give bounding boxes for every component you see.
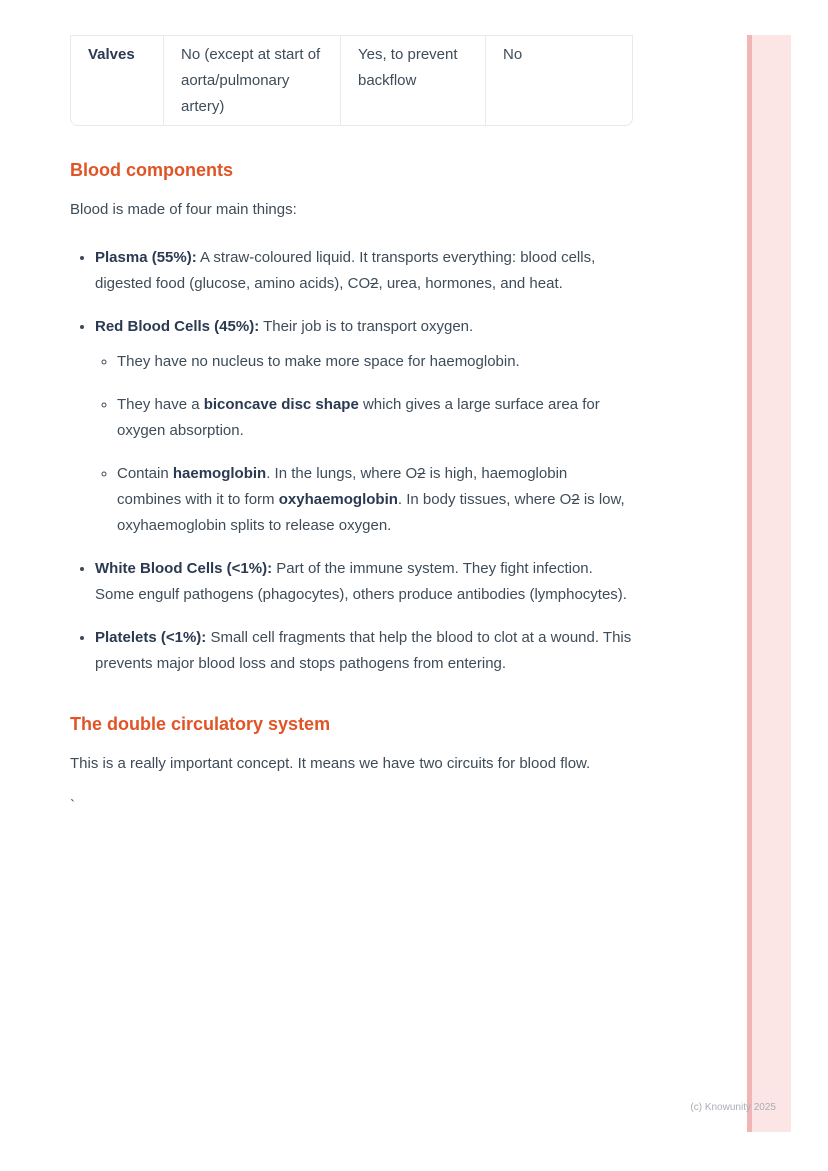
table-cell-veins: Yes, to prevent backflow [341,36,486,126]
table-cell-capillaries: No [503,46,523,63]
blood-components-list [70,245,634,677]
table-row-label: Valves [88,46,135,63]
vessel-comparison-table-fragment [70,35,633,126]
red-blood-cells-text: Red Blood Cells (45%): Their job is to transport oxygen. [95,318,474,335]
heading-double-circulatory-system: The double circulatory system [70,714,331,734]
red-blood-cells-sublist [95,349,634,539]
decorative-page-stripe [747,35,791,1132]
blood-components-intro: Blood is made of four main things: [70,201,297,218]
double-circulatory-intro: This is a really important concept. It means we have two circuits for blood flow. [70,755,591,772]
list-item-platelets: • Platelets (<1%): Small cell fragments that help the blood to clot at a wound. This prevents major blood loss and stops pathogens from entering. [95,625,634,677]
sublist-item-haemoglobin: ◦ Contain haemoglobin. In the lungs, where O2 is high, haemoglobin combines with it to form oxyhaemoglobin. In body tissues, where O2 is low, oxyhaemoglobin splits to release oxygen. [117,461,634,539]
list-item-plasma: • Plasma (55%): A straw-coloured liquid. It transports everything: blood cells, digested food (glucose, amino acids), CO2, urea, hormones, and heat. [95,245,634,297]
sublist-item-no-nucleus: ◦ They have no nucleus to make more space for haemoglobin. [117,349,634,375]
list-item-red-blood-cells [95,314,634,539]
table-row-label-cell [71,36,164,126]
list-item-white-blood-cells: • White Blood Cells (<1%): Part of the immune system. They fight infection. Some engulf pathogens (phagocytes), others produce antibodies (lymphocytes). [95,556,634,608]
document-content [70,0,634,819]
sublist-item-biconcave: ◦ They have a biconcave disc shape which gives a large surface area for oxygen absorption. [117,392,634,444]
stray-backtick-character: ` [70,797,75,814]
heading-blood-components: Blood components [70,160,233,180]
copyright-footer: (c) Knowunity 2025 [690,1102,776,1113]
table-cell-arteries: No (except at start of aorta/pulmonary artery) [164,36,341,126]
